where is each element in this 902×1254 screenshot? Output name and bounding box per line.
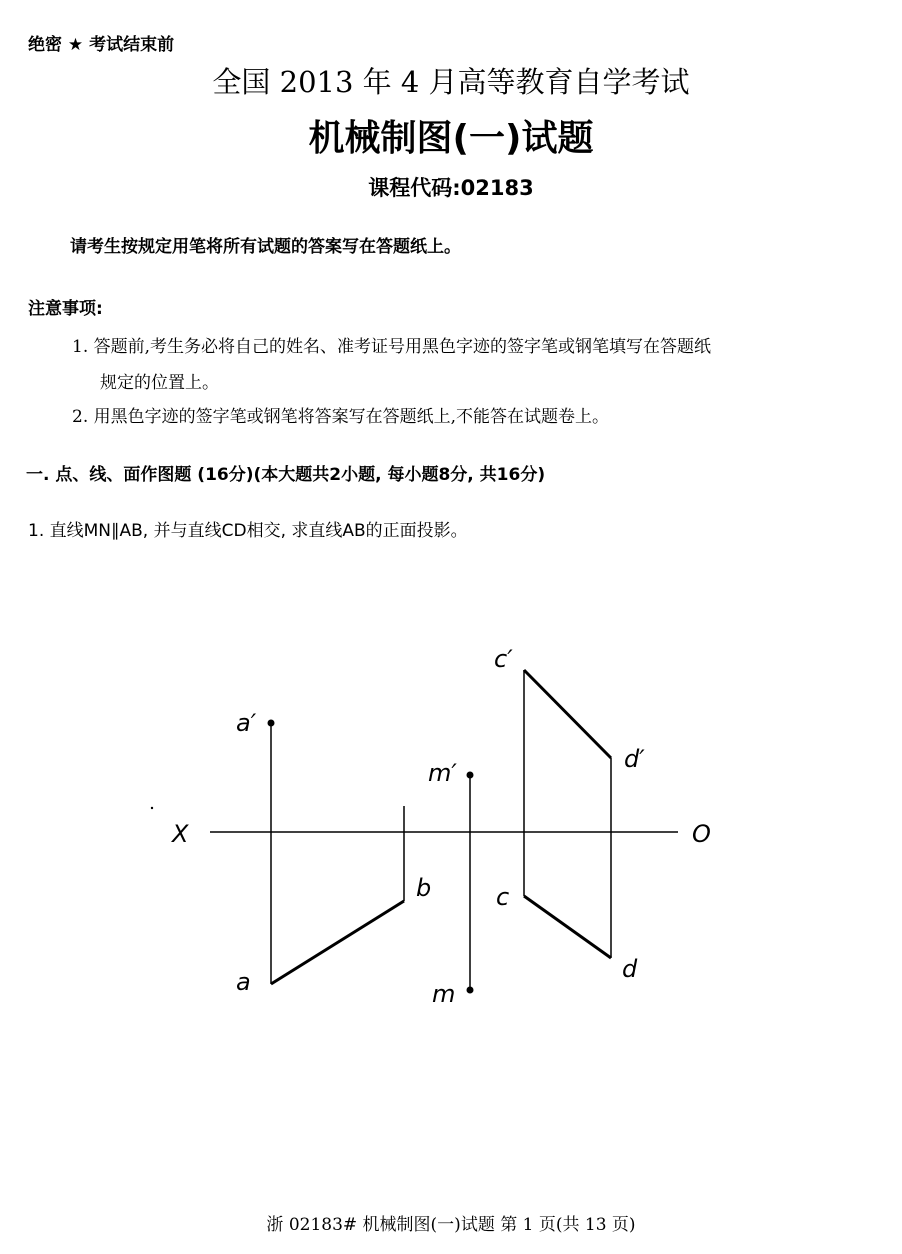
section-title: 一. 点、线、面作图题 (16分)(本大题共2小题, 每小题8分, 共16分): [26, 465, 546, 485]
point-m: [467, 987, 474, 994]
course-code: 课程代码:02183: [368, 176, 534, 200]
label-m-prime: m′: [428, 759, 457, 787]
exam-title: 全国 2013 年 4 月高等教育自学考试: [212, 65, 690, 99]
point-a-prime: [268, 720, 275, 727]
paper-title: 机械制图(一)试题: [308, 118, 594, 159]
note-item-1: 1. 答题前,考生务必将自己的姓名、准考证号用黑色字迹的签字笔或钢笔填写在答题纸: [72, 337, 712, 357]
note-item-2: 2. 用黑色字迹的签字笔或钢笔将答案写在答题纸上,不能答在试题卷上。: [72, 407, 610, 427]
page-footer: 浙 02183# 机械制图(一)试题 第 1 页(共 13 页): [266, 1215, 636, 1235]
line-ab-horizontal: [271, 901, 404, 984]
line-cd-horizontal: [524, 896, 611, 958]
label-a: a: [236, 968, 251, 996]
line-cd-frontal: [524, 670, 611, 758]
point-m-prime: [467, 772, 474, 779]
label-d: d: [622, 955, 638, 983]
note-item-1-continued: 规定的位置上。: [100, 373, 219, 393]
question-1: 1. 直线MN∥AB, 并与直线CD相交, 求直线AB的正面投影。: [28, 521, 468, 541]
confidential-mark: 绝密 ★ 考试结束前: [28, 35, 175, 55]
label-a-prime: a′: [236, 709, 257, 737]
label-c-prime: c′: [494, 645, 513, 673]
answer-instruction: 请考生按规定用笔将所有试题的答案写在答题纸上。: [70, 237, 461, 257]
label-c: c: [496, 883, 510, 911]
label-d-prime: d′: [624, 745, 645, 773]
stray-dot: [151, 807, 153, 809]
label-b: b: [416, 874, 432, 902]
label-o: O: [692, 820, 711, 848]
label-m: m: [432, 980, 456, 1008]
notes-heading: 注意事项:: [28, 299, 103, 319]
label-x: X: [172, 820, 189, 848]
